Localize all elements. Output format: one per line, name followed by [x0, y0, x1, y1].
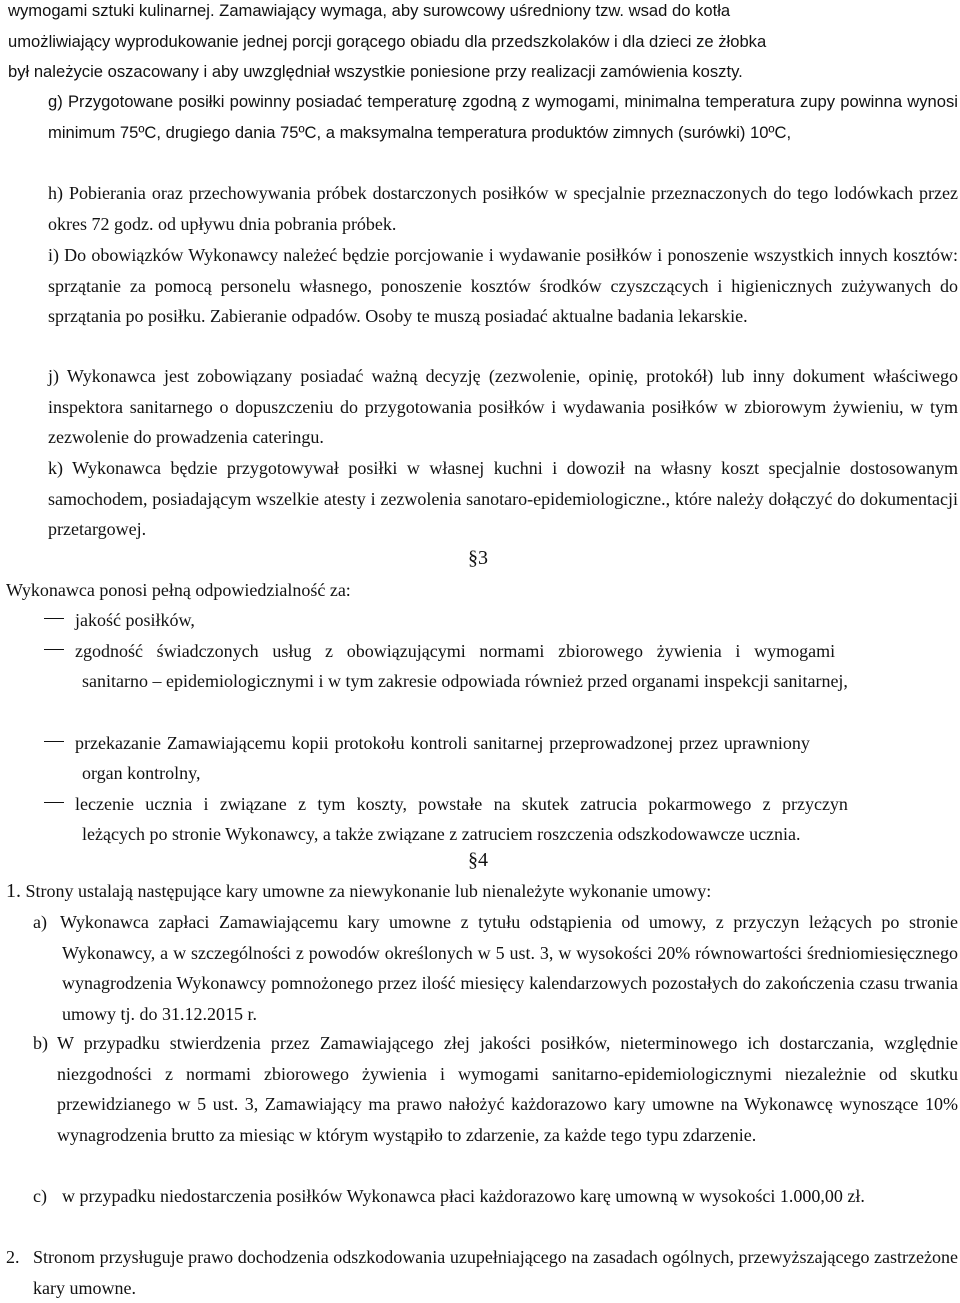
intro-line: wymogami sztuki kulinarnej. Zamawiający wymaga, aby surowcowy uśredniony tzw. wsad do kotła — [8, 1, 731, 20]
section-3-heading: §3 — [468, 547, 488, 569]
dash-icon — [44, 649, 64, 650]
item-h: h) Pobierania oraz przechowywania próbek dostarczonych posiłków w specjalnie przeznaczonych do tego lodówkach przez okres 72 godz. od upływu dnia pobrania próbek. — [48, 183, 958, 234]
item-text: Wykonawca zapłaci Zamawiającemu kary umowne z tytułu odstąpienia od umowy, z przyczyn leżących po stronie Wykonawcy, a w szczególności z powodów określonych w 5 ust. 3, w wysokości 20% równowartości średniomiesięcznego wynagrodzenia Wykonawcy pomnożonego przez ilość miesięcy kalendarzowych pozostałych do zakończenia czasu trwania umowy tj. do 31.12.2015 r. — [60, 912, 958, 1024]
section-3-intro: Wykonawca ponosi pełną odpowiedzialność za: — [6, 580, 351, 600]
item-label: c) — [33, 1186, 47, 1206]
bullet-continuation: leżących po stronie Wykonawcy, a także związane z zatruciem roszczenia odszkodowawcze ucznia. — [82, 824, 801, 844]
bullet-item — [0, 605, 960, 635]
item-text: W przypadku stwierdzenia przez Zamawiającego złej jakości posiłków, nieterminowego ich dostarczania, względnie niezgodności z normami zbiorowego żywienia i wymogami sanitarno-epidemiologicznymi niezależnie od skutku przewidzianego w 5 ust. 3, Zamawiający ma prawo nałożyć każdorazowo kary umowne na Wykonawcę wynoszące 10% wynagrodzenia brutto za miesiąc w którym wystąpiło to zdarzenie, za każde tego typu zdarzenie. — [57, 1033, 958, 1145]
item-g: g) Przygotowane posiłki powinny posiadać temperaturę zgodną z wymogami, minimalna temperatura zupy powinna wynosi minimum 75ºC, drugiego dania 75ºC, a maksymalna temperatura produktów zimnych (surówki) 10ºC, — [48, 92, 958, 142]
intro-line: umożliwiający wyprodukowanie jednej porcji gorącego obiadu dla przedszkolaków i dla dzieci ze żłobka — [8, 32, 767, 51]
bullet-item — [0, 789, 960, 851]
bullet-continuation: organ kontrolny, — [82, 763, 201, 783]
item-label: a) — [33, 912, 47, 932]
paragraph-text: Strony ustalają następujące kary umowne za niewykonanie lub nienależyte wykonanie umowy: — [21, 881, 712, 901]
bullet-text: zgodność świadczonych usług z obowiązującymi normami zbiorowego żywienia i wymogami — [75, 641, 836, 661]
item-i: i) Do obowiązków Wykonawcy należeć będzie porcjowanie i wydawanie posiłków i ponoszenie wszystkich innych kosztów: sprzątanie za pomocą personelu własnego, ponoszenie kosztów środków czyszczących i higienicznych zużywanych do sprzątania po posiłku. Zabieranie odpadów. Osoby te muszą posiadać aktualne badania lekarskie. — [48, 245, 958, 326]
paragraph-text: Stronom przysługuje prawo dochodzenia odszkodowania uzupełniającego na zasadach ogólnych, przewyższającego zastrzeżone kary umowne. — [33, 1247, 958, 1298]
dash-icon — [44, 802, 64, 803]
item-k: k) Wykonawca będzie przygotowywał posiłki w własnej kuchni i dowoził na własny koszt specjalnie dostosowanym samochodem, posiadającym wszelkie atesty i zezwolenia sanotaro-epidemiologiczne., które należy dołączyć do dokumentacji przetargowej. — [48, 458, 958, 539]
bullet-text: przekazanie Zamawiającemu kopii protokołu kontroli sanitarnej przeprowadzonej przez uprawniony — [75, 733, 810, 753]
bullet-text: jakość posiłków, — [75, 610, 195, 630]
dash-icon — [44, 618, 64, 619]
dash-icon — [44, 741, 64, 742]
item-text: w przypadku niedostarczenia posiłków Wykonawca płaci każdorazowo karę umowną w wysokości 1.000,00 zł. — [62, 1186, 865, 1206]
bullet-text: leczenie ucznia i związane z tym koszty, powstałe na skutek zatrucia pokarmowego z przyczyn — [75, 794, 848, 814]
item-j: j) Wykonawca jest zobowiązany posiadać ważną decyzję (zezwolenie, opinię, protokół) lub inny dokument właściwego inspektora sanitarnego o dopuszczeniu do przygotowania posiłków i wydawania posiłków w zbiorowym żywieniu, w tym zezwolenie do prowadzenia cateringu. — [48, 366, 958, 447]
bullet-item — [0, 728, 960, 790]
paragraph-number: 2. — [6, 1247, 20, 1267]
section-4-heading: §4 — [468, 849, 488, 871]
paragraph-1 — [6, 876, 956, 906]
bullet-item — [0, 636, 960, 728]
paragraph-number: 1. — [6, 880, 21, 902]
item-label: b) — [33, 1033, 48, 1053]
bullet-continuation: sanitarno – epidemiologicznymi i w tym zakresie odpowiada również przed organami inspekcji sanitarnej, — [82, 671, 848, 691]
intro-line: był należycie oszacowany i aby uwzględniał wszystkie poniesione przy realizacji zamówienia koszty. — [8, 62, 743, 81]
